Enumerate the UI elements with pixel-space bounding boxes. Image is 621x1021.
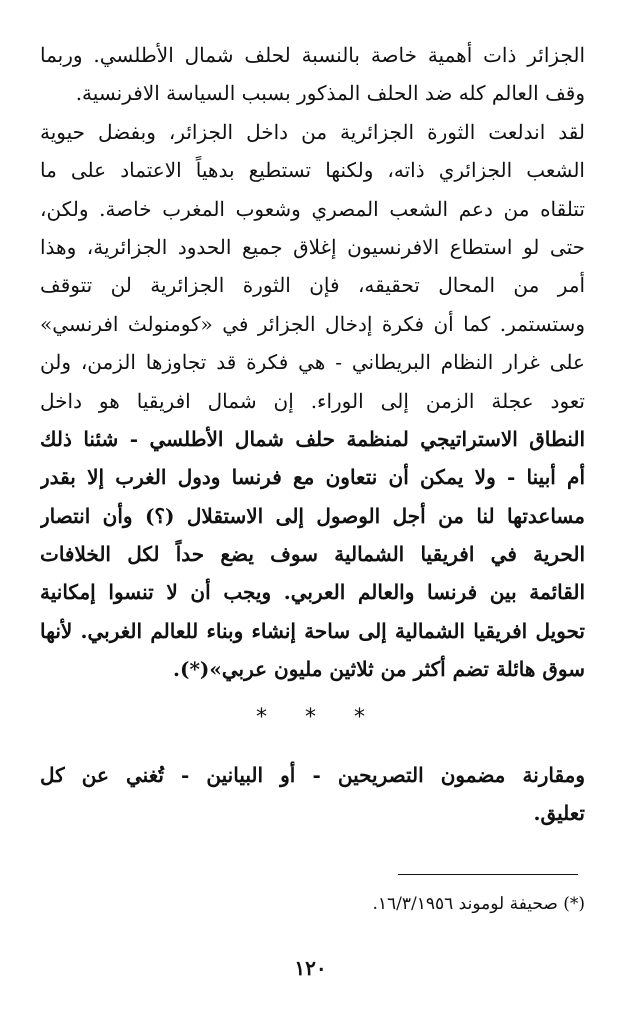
closing-paragraph	[40, 756, 585, 833]
quote-line: تحويل افريقيا الشمالية إلى ساحة إنشاء وبناء للعالم الغربي. لأنها	[40, 618, 585, 643]
quote-line: النطاق الاستراتيجي لمنظمة حلف شمال الأطلسي - شئنا ذلك	[40, 426, 585, 451]
text-line: حتى لو استطاع الافرنسيون إغلاق جميع الحدود الجزائرية، وهذا	[40, 234, 585, 259]
quote-line: القائمة بين فرنسا والعالم العربي. ويجب أن لا تنسوا إمكانية	[40, 580, 585, 605]
text-line: على غرار النظام البريطاني - هي فكرة قد تجاوزها الزمن، ولن	[40, 350, 585, 375]
text-line: لقد اندلعت الثورة الجزائرية من داخل الجزائر، وبفضل حيوية	[40, 119, 585, 144]
text-line: تتلقاه من دعم الشعب المصري وشعوب المغرب خاصة. ولكن،	[40, 196, 585, 221]
main-text	[40, 36, 585, 689]
quote-line: سوق هائلة تضم أكثر من ثلاثين مليون عربي»(*).	[173, 657, 585, 682]
text-line: الجزائر ذات أهمية خاصة بالنسبة لحلف شمال الأطلسي. وربما	[40, 43, 585, 67]
footnote: (*) صحيفة لوموند ١٦/٣/١٩٥٦.	[372, 894, 585, 914]
quote-line: الحرية في افريقيا الشمالية سوف يضع حداً لكل الخلافات	[40, 542, 585, 567]
text-line: وستستمر. كما أن فكرة إدخال الجزائر في «كومنولث افرنسي»	[40, 311, 585, 336]
page-number: ١٢٠	[294, 956, 327, 980]
quote-line: مساعدتها لنا من أجل الوصول إلى الاستقلال (؟) وأن انتصار	[40, 503, 585, 528]
text-line: تعود عجلة الزمن إلى الوراء. إن شمال افريقيا هو داخل	[40, 388, 585, 413]
section-separator: ***	[256, 705, 403, 730]
closing-line: تعليق.	[533, 801, 585, 826]
footnote-divider	[398, 874, 578, 875]
quote-line: أم أبينا - ولا يمكن أن نتعاون مع فرنسا ودول الغرب إلا بقدر	[40, 465, 585, 490]
text-line: أمر من المحال تحقيقه، فإن الثورة الجزائرية لن تتوقف	[40, 273, 585, 298]
text-line: وقف العالم كله ضد الحلف المذكور بسبب السياسة الافرنسية.	[75, 81, 585, 106]
text-line: الشعب الجزائري ذاته، ولكنها تستطيع بدهياً الاعتماد على ما	[40, 158, 585, 183]
closing-line: ومقارنة مضمون التصريحين - أو البيانين - تُغني عن كل	[40, 763, 585, 787]
